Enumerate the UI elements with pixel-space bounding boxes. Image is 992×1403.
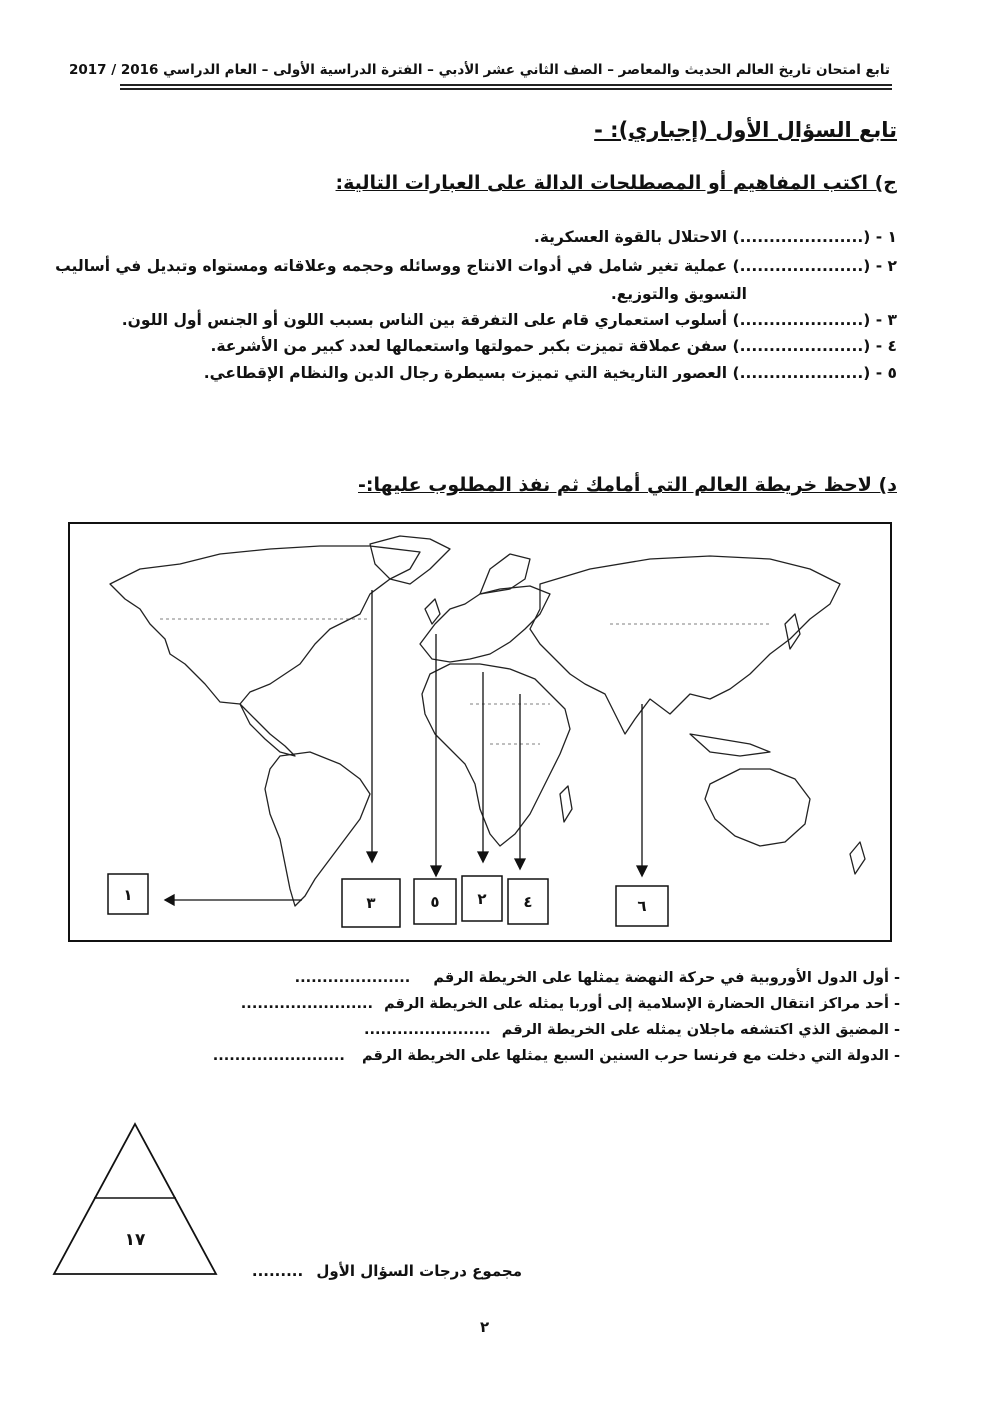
australia-outline: [705, 769, 810, 846]
score-total-label: مجموع درجات السؤال الأول: [316, 1262, 522, 1280]
arrow-3-head: [367, 852, 377, 862]
arrow-4-head: [515, 859, 525, 869]
map-question-text: - المضيق الذي اكتشفه ماجلان يمثله على الخريطة الرقم: [501, 1022, 900, 1038]
map-label-2: ٢: [477, 890, 487, 908]
map-question-text: - الدولة التي دخلت مع فرنسا حرب السنين السبع يمثلها على الخريطة الرقم: [362, 1048, 900, 1064]
section-c-title: ج) اكتب المفاهيم أو المصطلحات الدالة على العبارات التالية:: [335, 172, 897, 194]
term-item-text: سفن عملاقة تميزت بكبر حمولتها واستعمالها لعدد كبير من الأشرعة.: [210, 337, 728, 355]
page-number: ٢: [480, 1318, 490, 1336]
map-label-1: ١: [123, 886, 133, 904]
arrow-1-head: [165, 895, 174, 905]
asia-outline: [530, 556, 840, 734]
score-total-line: [252, 1262, 522, 1280]
britain-outline: [425, 599, 440, 624]
central-america-outline: [240, 704, 295, 756]
term-item-number: ٢ - (.....................): [732, 257, 897, 275]
greenland-outline: [370, 536, 450, 584]
map-question-4: [213, 1048, 900, 1064]
europe-outline: [420, 586, 550, 662]
term-item-number: ١ - (.....................): [732, 228, 897, 246]
section-d-title: د) لاحظ خريطة العالم التي أمامك ثم نفذ المطلوب عليها:-: [358, 474, 897, 496]
term-item-3: [122, 311, 897, 329]
map-label-4: ٤: [523, 893, 533, 911]
term-item-1: [534, 228, 897, 246]
term-item-2-continuation: التسويق والتوزيع.: [610, 285, 747, 303]
exam-header: تابع امتحان تاريخ العالم الحديث والمعاصر – الصف الثاني عشر الأدبي – الفترة الدراسية الأولى – العام الدراسي 2016 / 2017: [68, 62, 890, 78]
answer-blank[interactable]: .......................: [363, 1022, 491, 1038]
madagascar-outline: [560, 786, 572, 822]
map-question-1: [295, 970, 900, 986]
term-item-number: ٣ - (.....................): [732, 311, 897, 329]
map-label-3: ٣: [366, 894, 376, 912]
map-label-6: ٦: [637, 897, 647, 915]
score-value: ١٧: [124, 1230, 146, 1250]
score-total-blank[interactable]: .........: [251, 1262, 304, 1280]
term-item-text: عملية تغير شامل في أدوات الانتاج ووسائله وحجمه وعلاقاته ومستواه وتبديل في أساليب: [55, 257, 728, 275]
term-item-number: ٤ - (.....................): [732, 337, 897, 355]
term-item-text: الاحتلال بالقوة العسكرية.: [533, 228, 728, 246]
term-item-4: [211, 337, 897, 355]
answer-blank[interactable]: ........................: [240, 996, 373, 1012]
map-question-text: - أحد مراكز انتقال الحضارة الإسلامية إلى أوربا يمثله على الخريطة الرقم: [384, 996, 900, 1012]
score-triangle: [50, 1120, 220, 1280]
section-main-title: تابع السؤال الأول (إجباري): -: [594, 118, 897, 142]
answer-blank[interactable]: .....................: [294, 970, 411, 986]
map-question-3: [364, 1022, 900, 1038]
arrow-6-head: [637, 866, 647, 876]
new-zealand-outline: [850, 842, 865, 874]
header-rule-2: [120, 88, 892, 90]
indonesia-outline: [690, 734, 770, 756]
term-item-2: [55, 257, 897, 275]
arrow-2-head: [478, 852, 488, 862]
map-label-5: ٥: [430, 893, 440, 911]
arrow-5-head: [431, 866, 441, 876]
header-rule-1: [120, 84, 892, 86]
term-item-text: أسلوب استعماري قام على التفرقة بين الناس بسبب اللون أو الجنس أول اللون.: [121, 311, 728, 329]
north-america-outline: [110, 546, 420, 704]
world-map-drawing: [70, 524, 890, 940]
term-item-text: العصور التاريخية التي تميزت بسيطرة رجال الدين والنظام الإقطاعي.: [203, 364, 728, 382]
map-question-text: - أول الدول الأوروبية في حركة النهضة يمثلها على الخريطة الرقم: [433, 970, 900, 986]
map-question-2: [241, 996, 900, 1012]
africa-outline: [422, 664, 570, 846]
world-map: [68, 522, 892, 942]
term-item-number: ٥ - (.....................): [732, 364, 897, 382]
term-item-5: [204, 364, 897, 382]
answer-blank[interactable]: ........................: [212, 1048, 345, 1064]
